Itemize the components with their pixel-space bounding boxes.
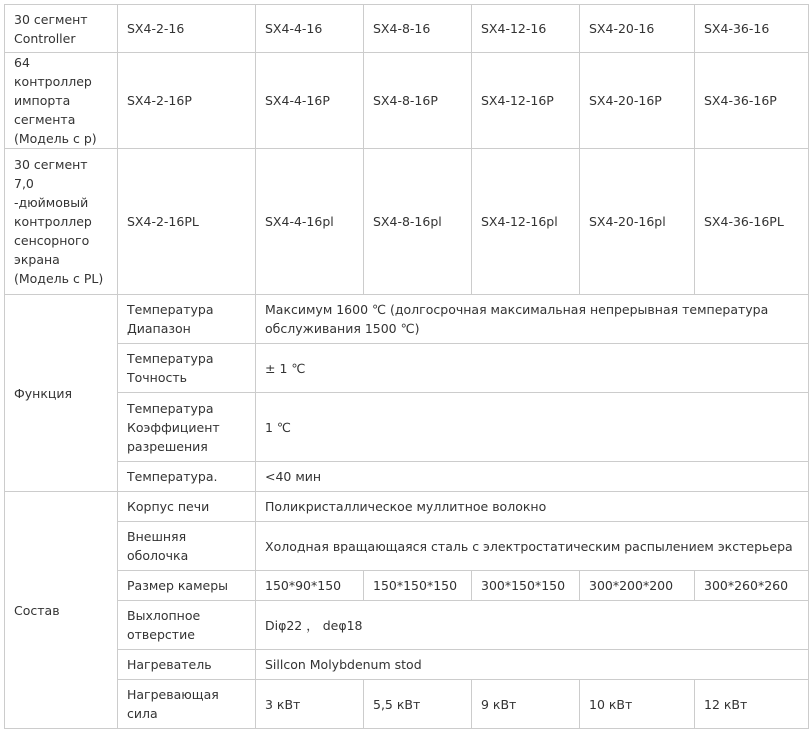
controller-label: 30 сегмент Controller (5, 5, 118, 53)
table-row-heater (5, 650, 809, 680)
table-row-furnace-body (5, 492, 809, 522)
param-name: Корпус печи (118, 492, 256, 522)
param-value: 1 ℃ (256, 393, 809, 462)
model-cell: SX4-12-16 (472, 5, 580, 53)
chamber-size-cell: 300*200*200 (580, 571, 695, 601)
table-row-chamber-size (5, 571, 809, 601)
model-cell: SX4-8-16pl (364, 149, 472, 295)
table-row-heating-power (5, 680, 809, 729)
param-name: Нагревающая сила (118, 680, 256, 729)
table-row-temp-range (5, 295, 809, 344)
model-cell: SX4-2-16PL (118, 149, 256, 295)
param-name: Температура Коэффициент разрешения (118, 393, 256, 462)
model-cell: SX4-4-16pl (256, 149, 364, 295)
param-value: ± 1 ℃ (256, 344, 809, 393)
param-name: Внешняя оболочка (118, 522, 256, 571)
model-cell: SX4-20-16P (580, 53, 695, 149)
param-name: Выхлопное отверстие (118, 601, 256, 650)
chamber-size-cell: 300*260*260 (695, 571, 809, 601)
controller-label: 30 сегмент 7,0 -дюймовый контроллер сенсорного экрана (Модель с PL) (5, 149, 118, 295)
table-row-temp-time (5, 462, 809, 492)
model-cell: SX4-36-16PL (695, 149, 809, 295)
model-cell: SX4-12-16P (472, 53, 580, 149)
power-cell: 12 кВт (695, 680, 809, 729)
param-value: Максимум 1600 ℃ (долгосрочная максимальная непрерывная температура обслуживания 1500 ℃) (256, 295, 809, 344)
param-name: Температура Диапазон (118, 295, 256, 344)
table-row-temp-accuracy (5, 344, 809, 393)
model-cell: SX4-20-16 (580, 5, 695, 53)
power-cell: 5,5 кВт (364, 680, 472, 729)
param-name: Температура. (118, 462, 256, 492)
power-cell: 10 кВт (580, 680, 695, 729)
model-cell: SX4-2-16 (118, 5, 256, 53)
model-cell: SX4-4-16P (256, 53, 364, 149)
model-cell: SX4-36-16 (695, 5, 809, 53)
controller-label: 64 контроллер импорта сегмента (Модель с р) (5, 53, 118, 149)
table-row-controller-64 (5, 53, 809, 149)
model-cell: SX4-12-16pl (472, 149, 580, 295)
table-row-controller-30 (5, 5, 809, 53)
power-cell: 3 кВт (256, 680, 364, 729)
chamber-size-cell: 150*90*150 (256, 571, 364, 601)
table-row-exhaust (5, 601, 809, 650)
model-cell: SX4-8-16 (364, 5, 472, 53)
table-row-outer-shell (5, 522, 809, 571)
param-value: Sillcon Molybdenum stod (256, 650, 809, 680)
param-value: Холодная вращающаяся сталь с электростатическим распылением экстерьера (256, 522, 809, 571)
param-name: Температура Точность (118, 344, 256, 393)
chamber-size-cell: 300*150*150 (472, 571, 580, 601)
table-row-temp-resolution (5, 393, 809, 462)
chamber-size-cell: 150*150*150 (364, 571, 472, 601)
spec-table (4, 4, 809, 729)
model-cell: SX4-36-16P (695, 53, 809, 149)
param-value: Поликристаллическое муллитное волокно (256, 492, 809, 522)
model-cell: SX4-8-16P (364, 53, 472, 149)
section-label-composition: Состав (5, 492, 118, 729)
table-row-controller-touch (5, 149, 809, 295)
param-name: Размер камеры (118, 571, 256, 601)
model-cell: SX4-4-16 (256, 5, 364, 53)
param-name: Нагреватель (118, 650, 256, 680)
model-cell: SX4-20-16pl (580, 149, 695, 295)
param-value: <40 мин (256, 462, 809, 492)
section-label-function: Функция (5, 295, 118, 492)
param-value: Diφ22 ， deφ18 (256, 601, 809, 650)
model-cell: SX4-2-16P (118, 53, 256, 149)
power-cell: 9 кВт (472, 680, 580, 729)
